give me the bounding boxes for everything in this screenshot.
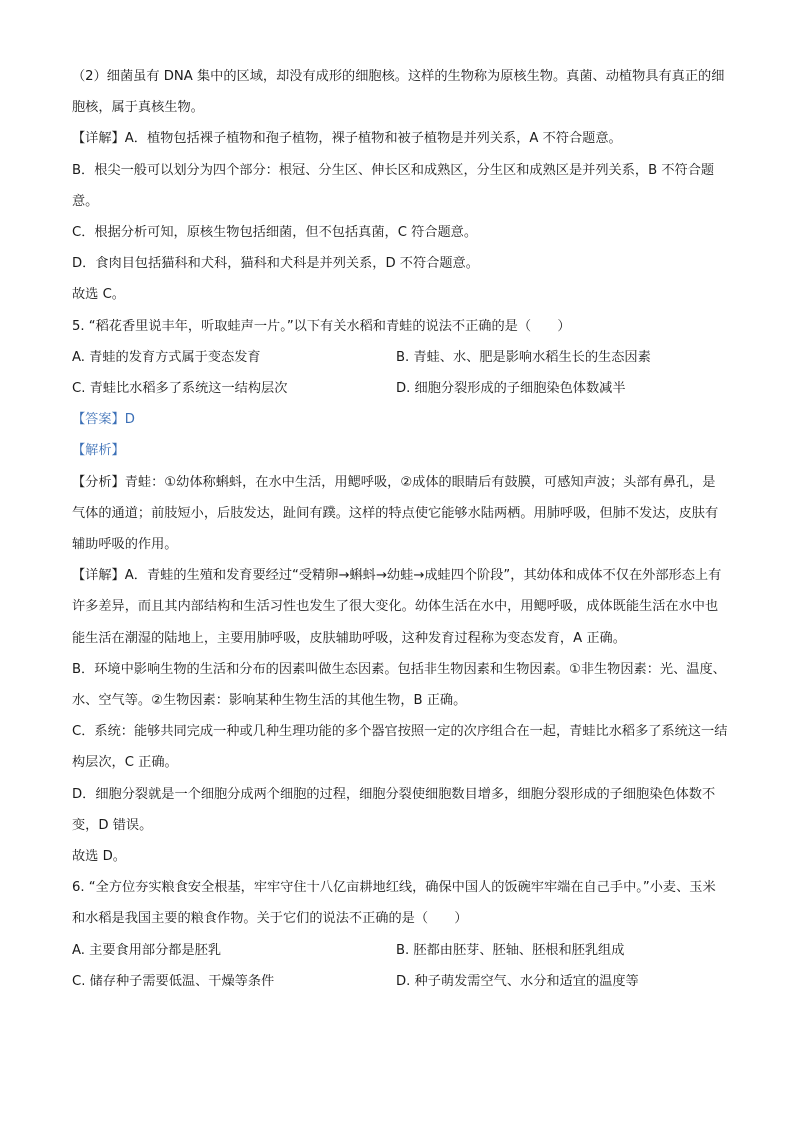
q6-option-b: B. 胚都由胚芽、胚轴、胚根和胚乳组成 xyxy=(396,942,625,958)
q5-option-d: D. 细胞分裂形成的子细胞染色体数减半 xyxy=(396,381,626,397)
q6-options-row-2 xyxy=(72,966,728,997)
q5-stem: 5. “稻花香里说丰年，听取蛙声一片。”以下有关水稻和青蛙的说法不正确的是（ ） xyxy=(72,318,571,334)
q6-options-row-1 xyxy=(72,935,728,966)
q5-detail-d: D．细胞分裂就是一个细胞分成两个细胞的过程，细胞分裂使细胞数目增多，细胞分裂形成的子细胞染色体数不变，D 错误。 xyxy=(72,786,716,833)
q6-option-c: C. 储存种子需要低温、干燥等条件 xyxy=(72,973,275,989)
q5-option-b: B. 青蛙、水、肥是影响水稻生长的生态因素 xyxy=(396,349,651,365)
q4-detail-a: 【详解】A．植物包括裸子植物和孢子植物，裸子植物和被子植物是并列关系，A 不符合题意。 xyxy=(72,131,622,147)
q4-choose: 故选 C。 xyxy=(72,287,125,303)
q4-detail-c: C．根据分析可知，原核生物包括细菌，但不包括真菌，C 符合题意。 xyxy=(72,225,478,241)
q5-option-a: A. 青蛙的发育方式属于变态发育 xyxy=(72,349,261,365)
q5-detail-a: 【详解】A．青蛙的生殖和发育要经过“受精卵→蝌蚪→幼蛙→成蛙四个阶段”，其幼体和成体不仅在外部形态上有许多差异，而且其内部结构和生活习性也发生了很大变化。幼体生活在水中，用鳃呼吸，成体既能生活在水中也能生活在潮湿的陆地上，主要用肺呼吸，皮肤辅助呼吸，这种发育过程称为变态发育，A 正确。 xyxy=(72,568,722,646)
q5-option-c: C. 青蛙比水稻多了系统这一结构层次 xyxy=(72,381,288,397)
q5-detail-b: B．环境中影响生物的生活和分布的因素叫做生态因素。包括非生物因素和生物因素。①非生物因素：光、温度、水、空气等。②生物因素：影响某种生物生活的其他生物，B 正确。 xyxy=(72,661,726,709)
document-body xyxy=(72,61,728,997)
q4-detail-d: D．食肉目包括猫科和犬科，猫科和犬科是并列关系，D 不符合题意。 xyxy=(72,256,479,272)
q5-analysis: 【分析】青蛙：①幼体称蝌蚪，在水中生活，用鳃呼吸，②成体的眼睛后有鼓膜，可感知声波；头部有鼻孔，是气体的通道；前肢短小，后肢发达，趾间有蹼。这样的特点使它能够水陆两栖。用肺呼吸，但肺不发达，皮肤有辅助呼吸的作用。 xyxy=(72,474,719,553)
q5-answer: 【答案】D xyxy=(72,412,135,428)
q5-options-row-2 xyxy=(72,373,728,404)
q4-detail-b: B．根尖一般可以划分为四个部分：根冠、分生区、伸长区和成熟区，分生区和成熟区是并列关系，B 不符合题意。 xyxy=(72,162,715,209)
q6-stem: 6. “全方位夯实粮食安全根基，牢牢守住十八亿亩耕地红线，确保中国人的饭碗牢牢端在自己手中。”小麦、玉米和水稻是我国主要的粮食作物。关于它们的说法不正确的是（ ） xyxy=(72,880,716,927)
paragraph-prokaryote-note: （2）细菌虽有 DNA 集中的区域，却没有成形的细胞核。这样的生物称为原核生物。真菌、动植物具有真正的细胞核，属于真核生物。 xyxy=(72,69,725,116)
q6-option-a: A. 主要食用部分都是胚乳 xyxy=(72,942,222,958)
q5-options-row-1 xyxy=(72,342,728,373)
q6-option-d: D. 种子萌发需空气、水分和适宜的温度等 xyxy=(396,973,639,989)
q5-analysis-label: 【解析】 xyxy=(72,443,125,459)
q5-choose: 故选 D。 xyxy=(72,849,126,865)
q5-detail-c: C．系统：能够共同完成一种或几种生理功能的多个器官按照一定的次序组合在一起，青蛙比水稻多了系统这一结构层次，C 正确。 xyxy=(72,724,728,771)
